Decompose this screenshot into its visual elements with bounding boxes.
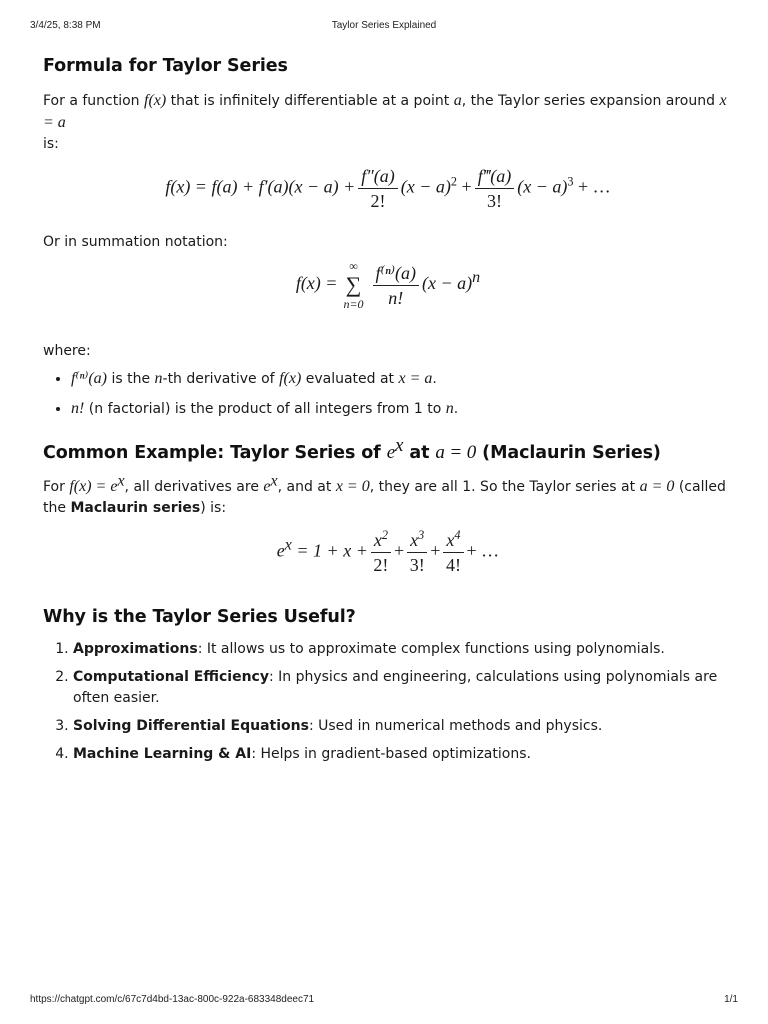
eq3-f3-den: 4! xyxy=(445,555,461,575)
eq1-lhs: f(x) = f(a) + f′(a)(x − a) + xyxy=(165,176,356,197)
print-title: Taylor Series Explained xyxy=(331,20,437,31)
useful-item-4 xyxy=(73,744,733,765)
maclaurin-equation xyxy=(43,529,733,589)
taylor-formula-equation xyxy=(43,165,733,223)
where-item-2 xyxy=(71,398,733,420)
useful-item-1-bold: Approximations xyxy=(73,641,198,657)
eq1-frac1-den: 2! xyxy=(370,191,386,211)
eq2-den: n! xyxy=(388,287,404,308)
eq3-fraction-2 xyxy=(407,529,427,576)
where2-math: n! xyxy=(71,400,85,417)
example-text4: , they are all 1. So the Taylor series at xyxy=(369,479,640,495)
page-number: 1/1 xyxy=(724,994,738,1005)
useful-item-4-bold: Machine Learning & AI xyxy=(73,746,252,762)
where1-math: f⁽ⁿ⁾(a) xyxy=(71,370,107,387)
eq1-plus: + xyxy=(461,176,472,197)
useful-item-3 xyxy=(73,716,733,737)
useful-item-1 xyxy=(73,639,733,660)
example-heading-e: e xyxy=(386,442,396,463)
eq3-fraction-3 xyxy=(443,529,463,576)
where-item-1 xyxy=(71,368,733,390)
where1-text1: is the xyxy=(107,371,155,387)
useful-item-3-text: : Used in numerical methods and physics. xyxy=(308,718,603,734)
eq3-mid: = 1 + x + xyxy=(296,540,368,561)
example-maclaurin-bold: Maclaurin series xyxy=(70,500,201,516)
eq1-fraction-1 xyxy=(358,165,398,212)
example-text3: , and at xyxy=(277,479,336,495)
eq1-term2: (x − a) xyxy=(400,176,451,197)
example-e-sup: x xyxy=(270,472,278,490)
eq2-num: f⁽ⁿ⁾(a) xyxy=(373,262,420,286)
eq3-lhs-sup: x xyxy=(284,536,292,554)
eq3-f1-den: 2! xyxy=(373,555,389,575)
heading-formula: Formula for Taylor Series xyxy=(43,56,288,76)
eq3-f3-sup: 4 xyxy=(454,528,461,542)
summation-equation xyxy=(43,259,733,331)
example-heading-text3: (Maclaurin Series) xyxy=(476,443,661,463)
where2-math2: n xyxy=(445,400,454,417)
example-text6: ) is: xyxy=(200,500,227,516)
document-content xyxy=(43,56,733,765)
heading-example xyxy=(43,435,733,464)
sigma-symbol: ∑ xyxy=(345,272,362,297)
math-x-eq-a: x = a xyxy=(43,92,727,131)
where-label: where: xyxy=(43,343,91,359)
heading-useful: Why is the Taylor Series Useful? xyxy=(43,607,356,627)
where2-text1: (n factorial) is the product of all integers from 1 to xyxy=(84,401,446,417)
eq2-lhs: f(x) = xyxy=(295,273,338,294)
eq2-exp: n xyxy=(472,269,481,287)
useful-item-2-text: : In physics and engineering, calculations using polynomials are often easier. xyxy=(73,669,718,706)
example-text1: For xyxy=(43,479,70,495)
sigma-upper: ∞ xyxy=(349,259,358,273)
sigma-summation xyxy=(343,259,363,311)
eq3-f2-sup: 3 xyxy=(418,528,425,542)
where-list xyxy=(43,368,733,420)
example-heading-text2: at xyxy=(403,443,436,463)
eq1-frac2-den: 3! xyxy=(486,191,502,211)
eq3-f2-num: x xyxy=(410,530,419,550)
eq1-frac2-num: f‴(a) xyxy=(475,165,515,189)
useful-item-3-bold: Solving Differential Equations xyxy=(73,718,309,734)
where1-text3: evaluated at xyxy=(301,371,399,387)
example-heading-a0: a = 0 xyxy=(435,442,477,463)
print-header xyxy=(30,20,738,34)
eq3-f3-num: x xyxy=(446,530,455,550)
example-heading-text1: Common Example: Taylor Series of xyxy=(43,443,387,463)
eq3-tail: + … xyxy=(466,540,500,561)
math-fx: f(x) xyxy=(144,92,167,109)
intro-text-3: , the Taylor series expansion around xyxy=(461,93,720,109)
example-a0: a = 0 xyxy=(639,478,675,495)
example-fx-sup: x xyxy=(117,472,125,490)
eq1-term3: (x − a) xyxy=(517,176,568,197)
example-x0: x = 0 xyxy=(335,478,370,495)
intro-text-1: For a function xyxy=(43,93,144,109)
useful-item-2-bold: Computational Efficiency xyxy=(73,669,269,685)
eq1-fraction-2 xyxy=(475,165,515,212)
eq3-plus-2: + xyxy=(430,540,441,561)
eq1-term3-exp: 3 xyxy=(567,174,574,189)
eq1-tail: + … xyxy=(578,176,611,197)
eq1-frac1-num: f″(a) xyxy=(358,165,398,189)
math-a: a xyxy=(453,92,462,109)
useful-item-1-text: : It allows us to approximate complex functions using polynomials. xyxy=(197,641,665,657)
eq1-term2-exp: 2 xyxy=(450,174,458,189)
useful-item-2 xyxy=(73,667,733,709)
intro-text-2: that is infinitely differentiable at a point xyxy=(166,93,454,109)
example-e: e xyxy=(263,478,271,495)
eq3-f2-den: 3! xyxy=(409,555,425,575)
eq3-f1-num: x xyxy=(373,530,382,550)
eq3-lhs: e xyxy=(276,540,285,561)
example-fx: f(x) = e xyxy=(69,478,118,495)
useful-list xyxy=(43,639,733,765)
where1-math2: n xyxy=(154,370,163,387)
page-url: https://chatgpt.com/c/67c7d4bd-13ac-800c-922a-683348deec71 xyxy=(30,994,315,1005)
where1-text4: . xyxy=(432,371,437,387)
intro-paragraph xyxy=(43,90,733,155)
intro-text-4: is: xyxy=(43,136,59,152)
sigma-lower: n=0 xyxy=(343,297,364,311)
eq3-f1-sup: 2 xyxy=(381,528,388,542)
example-paragraph xyxy=(43,472,733,519)
eq3-fraction-1 xyxy=(371,529,391,576)
print-footer xyxy=(30,994,738,1008)
eq2-fraction xyxy=(373,262,420,309)
summation-label: Or in summation notation: xyxy=(43,234,228,250)
eq2-term: (x − a) xyxy=(422,273,473,294)
useful-item-4-text: : Helps in gradient-based optimizations. xyxy=(251,746,531,762)
where1-text2: -th derivative of xyxy=(162,371,280,387)
where1-math3: f(x) xyxy=(279,370,302,387)
where2-text2: . xyxy=(453,401,459,417)
example-heading-e-sup: x xyxy=(395,435,404,457)
print-datetime: 3/4/25, 8:38 PM xyxy=(30,20,101,31)
where1-math4: x = a xyxy=(398,370,433,387)
example-text2: , all derivatives are xyxy=(124,479,264,495)
eq3-plus-1: + xyxy=(393,540,405,561)
example-text5: (called the xyxy=(43,479,726,516)
